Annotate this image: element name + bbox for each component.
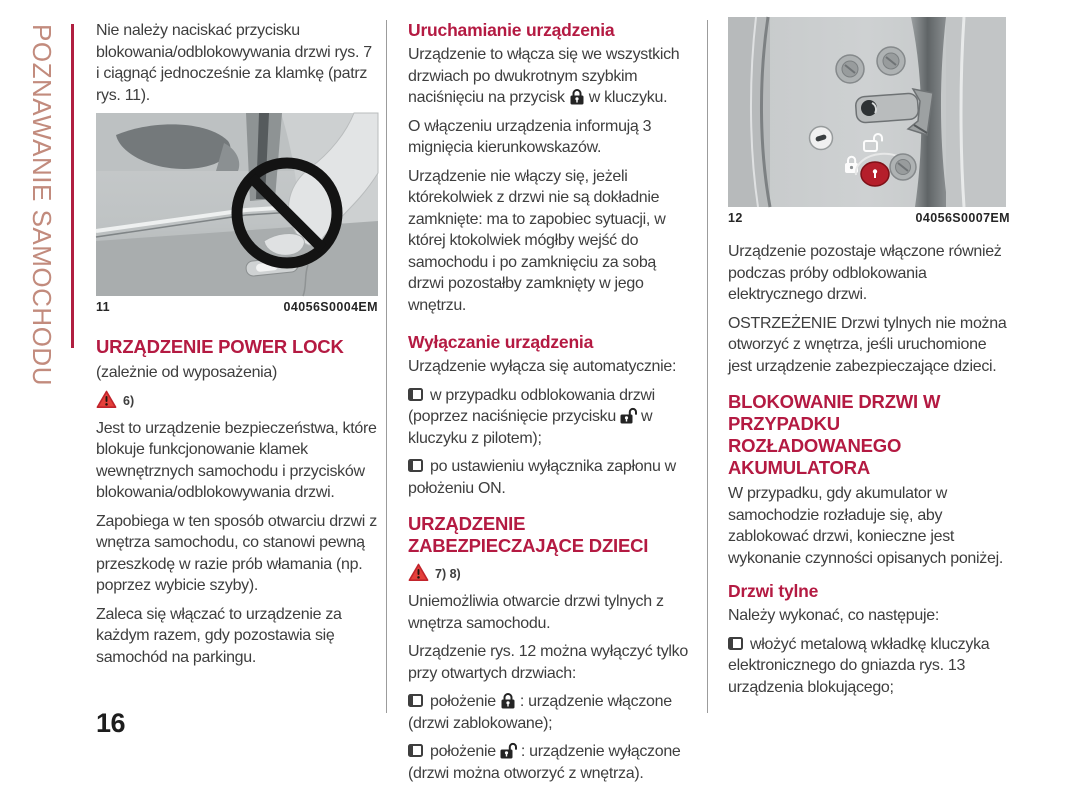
warning-note-refs: 7) 8) <box>435 567 461 581</box>
body-paragraph: Urządzenie pozostaje włączone również podczas próby odblokowania elektrycznego drzwi. <box>728 243 1002 303</box>
chapter-sidebar-title: POZNAWANIE SAMOCHODU <box>27 24 57 386</box>
chapter-sidebar-rule <box>71 24 74 348</box>
body-paragraph: Urządzenie nie włączy się, jeżeli którekolwiek z drzwi nie są dokładnie zamknięte: ma to zapobiec sytuacji, w której ktokolwiek mógłby wejść do samochodu i po zamknięciu za sobą drzwi pozostałby zamknięty w jego wnętrzu. <box>408 167 666 314</box>
section-heading-battery-discharge: BLOKOWANIE DRZWI W PRZYPADKU ROZŁADOWANEGO AKUMULATORA <box>728 391 941 478</box>
body-paragraph: Należy wykonać, co następuje: <box>728 607 939 624</box>
screw <box>836 55 864 83</box>
square-bullet-icon <box>408 459 423 472</box>
screw <box>877 47 905 75</box>
subheading-deactivation: Wyłączanie urządzenia <box>408 332 594 352</box>
section-heading-child-lock: URZĄDZENIE ZABEZPIECZAJĄCE DZIECI <box>408 513 649 556</box>
figure-number: 11 <box>96 300 111 314</box>
subheading-rear-doors: Drzwi tylne <box>728 581 819 601</box>
square-bullet-icon <box>728 637 743 650</box>
intro-paragraph: Nie należy naciskać przycisku blokowania/odblokowywania drzwi rys. 7 i ciągnąć jednocześnie za klamkę (patrz rys. 11). <box>96 22 372 104</box>
figure-code: 04056S0007EM <box>915 211 1010 225</box>
bullet-item: położenie : urządzenie włączone (drzwi zablokowane); <box>408 693 672 732</box>
square-bullet-icon <box>408 694 423 707</box>
figure-code: 04056S0004EM <box>283 300 378 314</box>
figure-12 <box>728 17 1010 225</box>
square-bullet-icon <box>408 388 423 401</box>
body-paragraph: W przypadku, gdy akumulator w samochodzie rozładuje się, aby zablokować drzwi, konieczne jest wykonanie czynności opisanych poniżej. <box>728 485 1003 567</box>
page-number: 16 <box>96 708 126 738</box>
body-paragraph: OSTRZEŻENIE Drzwi tylnych nie można otworzyć z wnętrza, jeśli uruchomione jest urządzenie zabezpieczające dzieci. <box>728 314 1007 375</box>
warning-triangle-icon <box>96 390 117 409</box>
body-paragraph: Zaleca się włączać to urządzenie za każdym razem, gdy pozostawia się samochód na parkingu. <box>96 605 342 666</box>
lock-closed-icon <box>569 88 585 105</box>
screw <box>890 154 916 180</box>
bullet-item: położenie : urządzenie wyłączone (drzwi można otworzyć z wnętrza). <box>408 743 681 782</box>
column-1 <box>96 20 378 675</box>
key-cylinder <box>810 127 833 150</box>
rear-door-lock-illustration <box>728 17 1006 207</box>
column-3 <box>728 17 1010 705</box>
subheading-activation: Uruchamianie urządzenia <box>408 20 615 40</box>
body-paragraph: Zapobiega w ten sposób otwarciu drzwi z wnętrza samochodu, co stanowi pewną przeszkodę w razie prób włamania (np. poprzez wybicie szyby). <box>96 512 377 594</box>
column-2 <box>408 20 690 791</box>
availability-note: (zależnie od wyposażenia) <box>96 364 278 381</box>
door-handle-prohibition-illustration <box>96 113 378 296</box>
body-paragraph: Urządzenie to włącza się we wszystkich drzwiach po dwukrotnym szybkim naciśnięciu na przycisk w kluczyku. <box>408 46 680 106</box>
figure-11 <box>96 113 378 314</box>
column-divider <box>707 20 708 713</box>
bullet-item: włożyć metalową wkładkę kluczyka elektronicznego do gniazda rys. 13 urządzenia blokującego; <box>728 635 990 696</box>
body-paragraph: Urządzenie rys. 12 można wyłączyć tylko przy otwartych drzwiach: <box>408 643 688 682</box>
body-paragraph: Jest to urządzenie bezpieczeństwa, które blokuje funkcjonowanie klamek wewnętrznych samochodu i przycisków blokowania/odblokowywania drzwi. <box>96 419 377 501</box>
lock-open-icon <box>500 742 517 759</box>
section-heading-power-lock: URZĄDZENIE POWER LOCK <box>96 336 344 357</box>
figure-number: 12 <box>728 211 743 225</box>
lock-open-icon <box>620 407 637 424</box>
warning-triangle-icon <box>408 563 429 582</box>
body-paragraph: Urządzenie wyłącza się automatycznie: <box>408 358 677 375</box>
square-bullet-icon <box>408 744 423 757</box>
bullet-item: po ustawieniu wyłącznika zapłonu w położeniu ON. <box>408 458 676 497</box>
body-paragraph: O włączeniu urządzenia informują 3 mignięcia kierunkowskazów. <box>408 117 652 156</box>
warning-reference-row <box>408 563 690 582</box>
lock-closed-icon <box>500 692 516 709</box>
warning-note-refs: 6) <box>123 393 135 408</box>
warning-reference-row <box>96 390 378 409</box>
column-divider <box>386 20 387 713</box>
child-lock-red-lever <box>861 162 889 186</box>
body-paragraph: Uniemożliwia otwarcie drzwi tylnych z wnętrza samochodu. <box>408 593 664 632</box>
bullet-item: w przypadku odblokowania drzwi (poprzez naciśnięcie przycisku w kluczyku z pilotem); <box>408 386 655 447</box>
